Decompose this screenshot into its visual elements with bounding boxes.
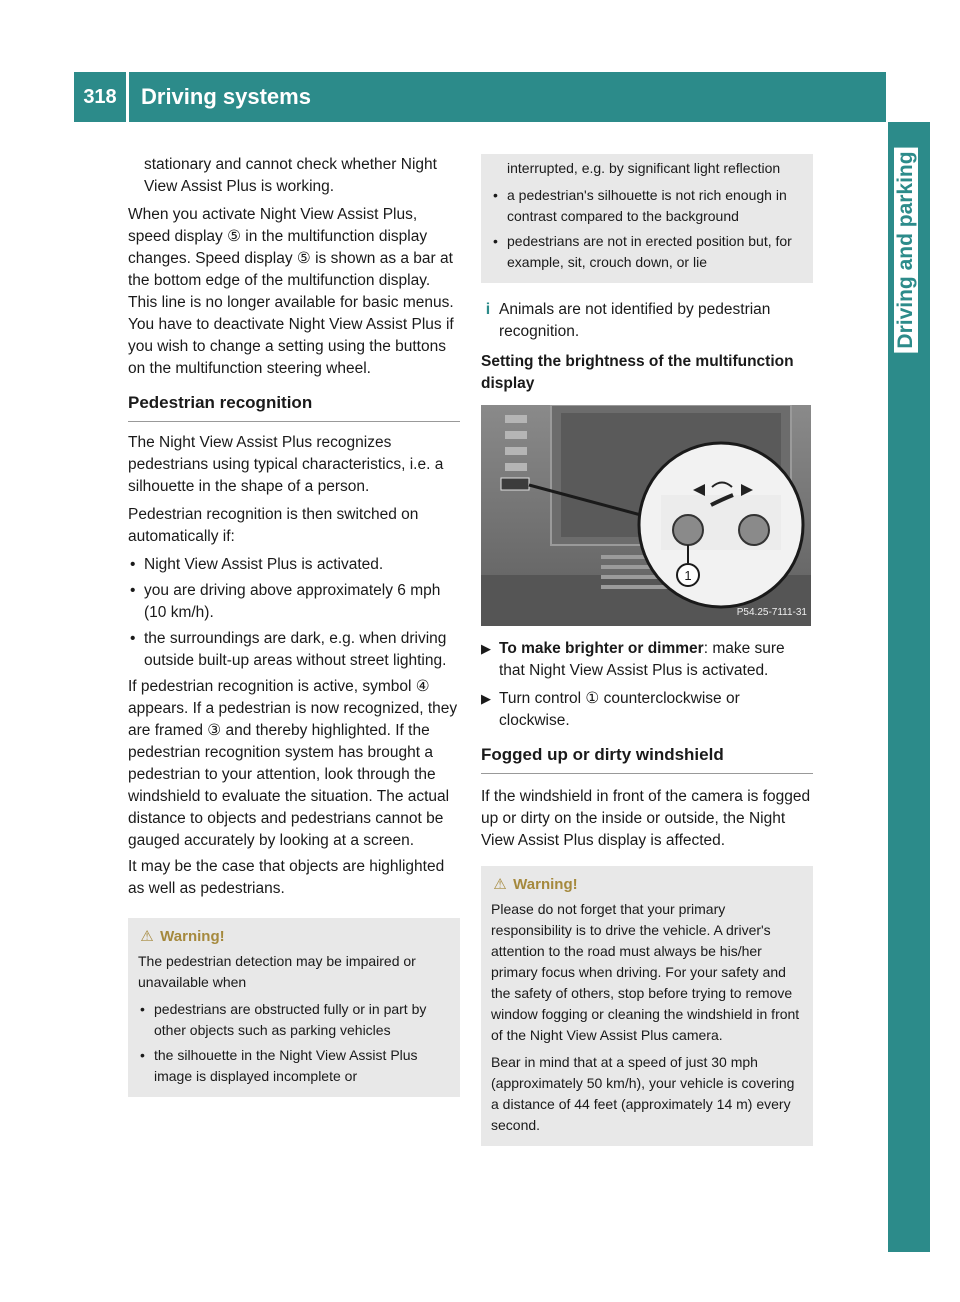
warning-title	[138, 926, 450, 947]
bullet-mark: •	[130, 556, 136, 573]
list-item-text: you are driving above approximately 6 mph (10 km/h).	[144, 582, 441, 621]
paragraph-fogged: If the windshield in front of the camera is fogged up or dirty on the inside or outside, the Night View Assist Plus display is affected.	[481, 788, 811, 849]
heading-fogged-windshield: Fogged up or dirty windshield	[481, 744, 813, 774]
right-column	[481, 154, 813, 1146]
list-item	[128, 628, 460, 672]
figure-code: P54.25-7111-31	[736, 607, 807, 618]
warning-intro: The pedestrian detection may be impaired or unavailable when	[138, 953, 416, 990]
list-item-text: pedestrians are not in erected position but, for example, sit, crouch down, or lie	[507, 233, 792, 270]
arrow-right-icon: ▶	[481, 691, 491, 706]
list-item	[491, 185, 803, 227]
list-item-text: the silhouette in the Night View Assist Plus image is displayed incomplete or	[154, 1047, 418, 1084]
step-bold-text: To make brighter or dimmer	[499, 640, 704, 657]
list-item-text: Night View Assist Plus is activated.	[144, 556, 384, 573]
bullet-mark: •	[140, 1001, 145, 1017]
left-column	[128, 154, 460, 1097]
paragraph-active: If pedestrian recognition is active, symbol ④ appears. If a pedestrian is now recognized, they are framed ③ and thereby highlighted. If the pedestrian recognition system has brought a pedestrian to your attention, look through the windshield to evaluate the situation. The actual distance to objects and pedestrians cannot be gauged accurately by looking at a screen.	[128, 678, 458, 849]
list-item	[128, 554, 460, 576]
bullet-mark: •	[130, 630, 136, 647]
side-tab-label: Driving and parking	[894, 147, 918, 352]
bullet-mark: •	[493, 187, 498, 203]
dashboard-illustration	[481, 405, 811, 626]
heading-pedestrian-recognition: Pedestrian recognition	[128, 392, 460, 422]
subheading-brightness: Setting the brightness of the multifunction display	[481, 353, 794, 392]
warning-box-fogged	[481, 866, 813, 1146]
paragraph-continue: stationary and cannot check whether Night View Assist Plus is working.	[144, 156, 437, 195]
step-item	[481, 638, 813, 682]
list-item	[491, 231, 803, 273]
list-item-text: pedestrians are obstructed fully or in part by other objects such as parking vehicles	[154, 1001, 427, 1038]
paragraph-switched-on: Pedestrian recognition is then switched on automatically if:	[128, 506, 419, 545]
info-note	[481, 299, 813, 343]
warning-paragraph: Bear in mind that at a speed of just 30 mph (approximately 50 km/h), your vehicle is covering a distance of 44 feet (approximately 14 m) every second.	[491, 1054, 795, 1133]
warning-continued-text: interrupted, e.g. by significant light reflection	[507, 160, 781, 176]
info-text: Animals are not identified by pedestrian recognition.	[499, 301, 771, 340]
list-item-text: a pedestrian's silhouette is not rich enough in contrast compared to the background	[507, 187, 787, 224]
header-divider	[126, 72, 129, 122]
list-item	[138, 1045, 450, 1087]
page-number: 318	[83, 86, 117, 108]
warning-title-text: Warning!	[513, 876, 578, 893]
step-text: : make sure that Night View Assist Plus is activated.	[499, 640, 785, 679]
paragraph-recognizes: The Night View Assist Plus recognizes pedestrians using typical characteristics, i.e. a silhouette in the shape of a person.	[128, 434, 444, 495]
bullet-mark: •	[130, 582, 136, 599]
warning-paragraph: Please do not forget that your primary responsibility is to drive the vehicle. A driver's attention to the road must always be his/her primary focus when driving. For your safety and the safety of others, stop before trying to remove window fogging or cleaning the windshield in front of the Night View Assist Plus camera.	[491, 901, 800, 1043]
warning-title-text: Warning!	[160, 928, 225, 945]
callout-label: 1	[684, 568, 692, 583]
warning-box-continued	[481, 154, 813, 283]
paragraph-highlighted: It may be the case that objects are highlighted as well as pedestrians.	[128, 858, 445, 897]
step-item	[481, 688, 813, 732]
info-icon: i	[485, 301, 491, 318]
list-item-text: the surroundings are dark, e.g. when driving outside built-up areas without street lighting.	[144, 630, 447, 669]
figure-multifunction-display	[481, 405, 811, 626]
list-item	[138, 999, 450, 1041]
arrow-right-icon: ▶	[481, 641, 491, 656]
step-text: Turn control ① counterclockwise or clockwise.	[499, 690, 740, 729]
bullet-mark: •	[493, 233, 498, 249]
warning-title	[491, 874, 803, 895]
page-title: Driving systems	[141, 84, 311, 109]
paragraph-activate: When you activate Night View Assist Plus, speed display ⑤ in the multifunction display changes. Speed display ⑤ is shown as a bar at the bottom edge of the multifunction display. This line is no longer available for basic menus. You have to deactivate Night View Assist Plus if you wish to change a setting using the buttons on the multifunction steering wheel.	[128, 206, 454, 377]
bullet-mark: •	[140, 1047, 145, 1063]
warning-triangle-icon: ⚠	[140, 928, 154, 945]
warning-triangle-icon: ⚠	[493, 876, 507, 893]
list-item	[128, 580, 460, 624]
warning-box	[128, 918, 460, 1097]
